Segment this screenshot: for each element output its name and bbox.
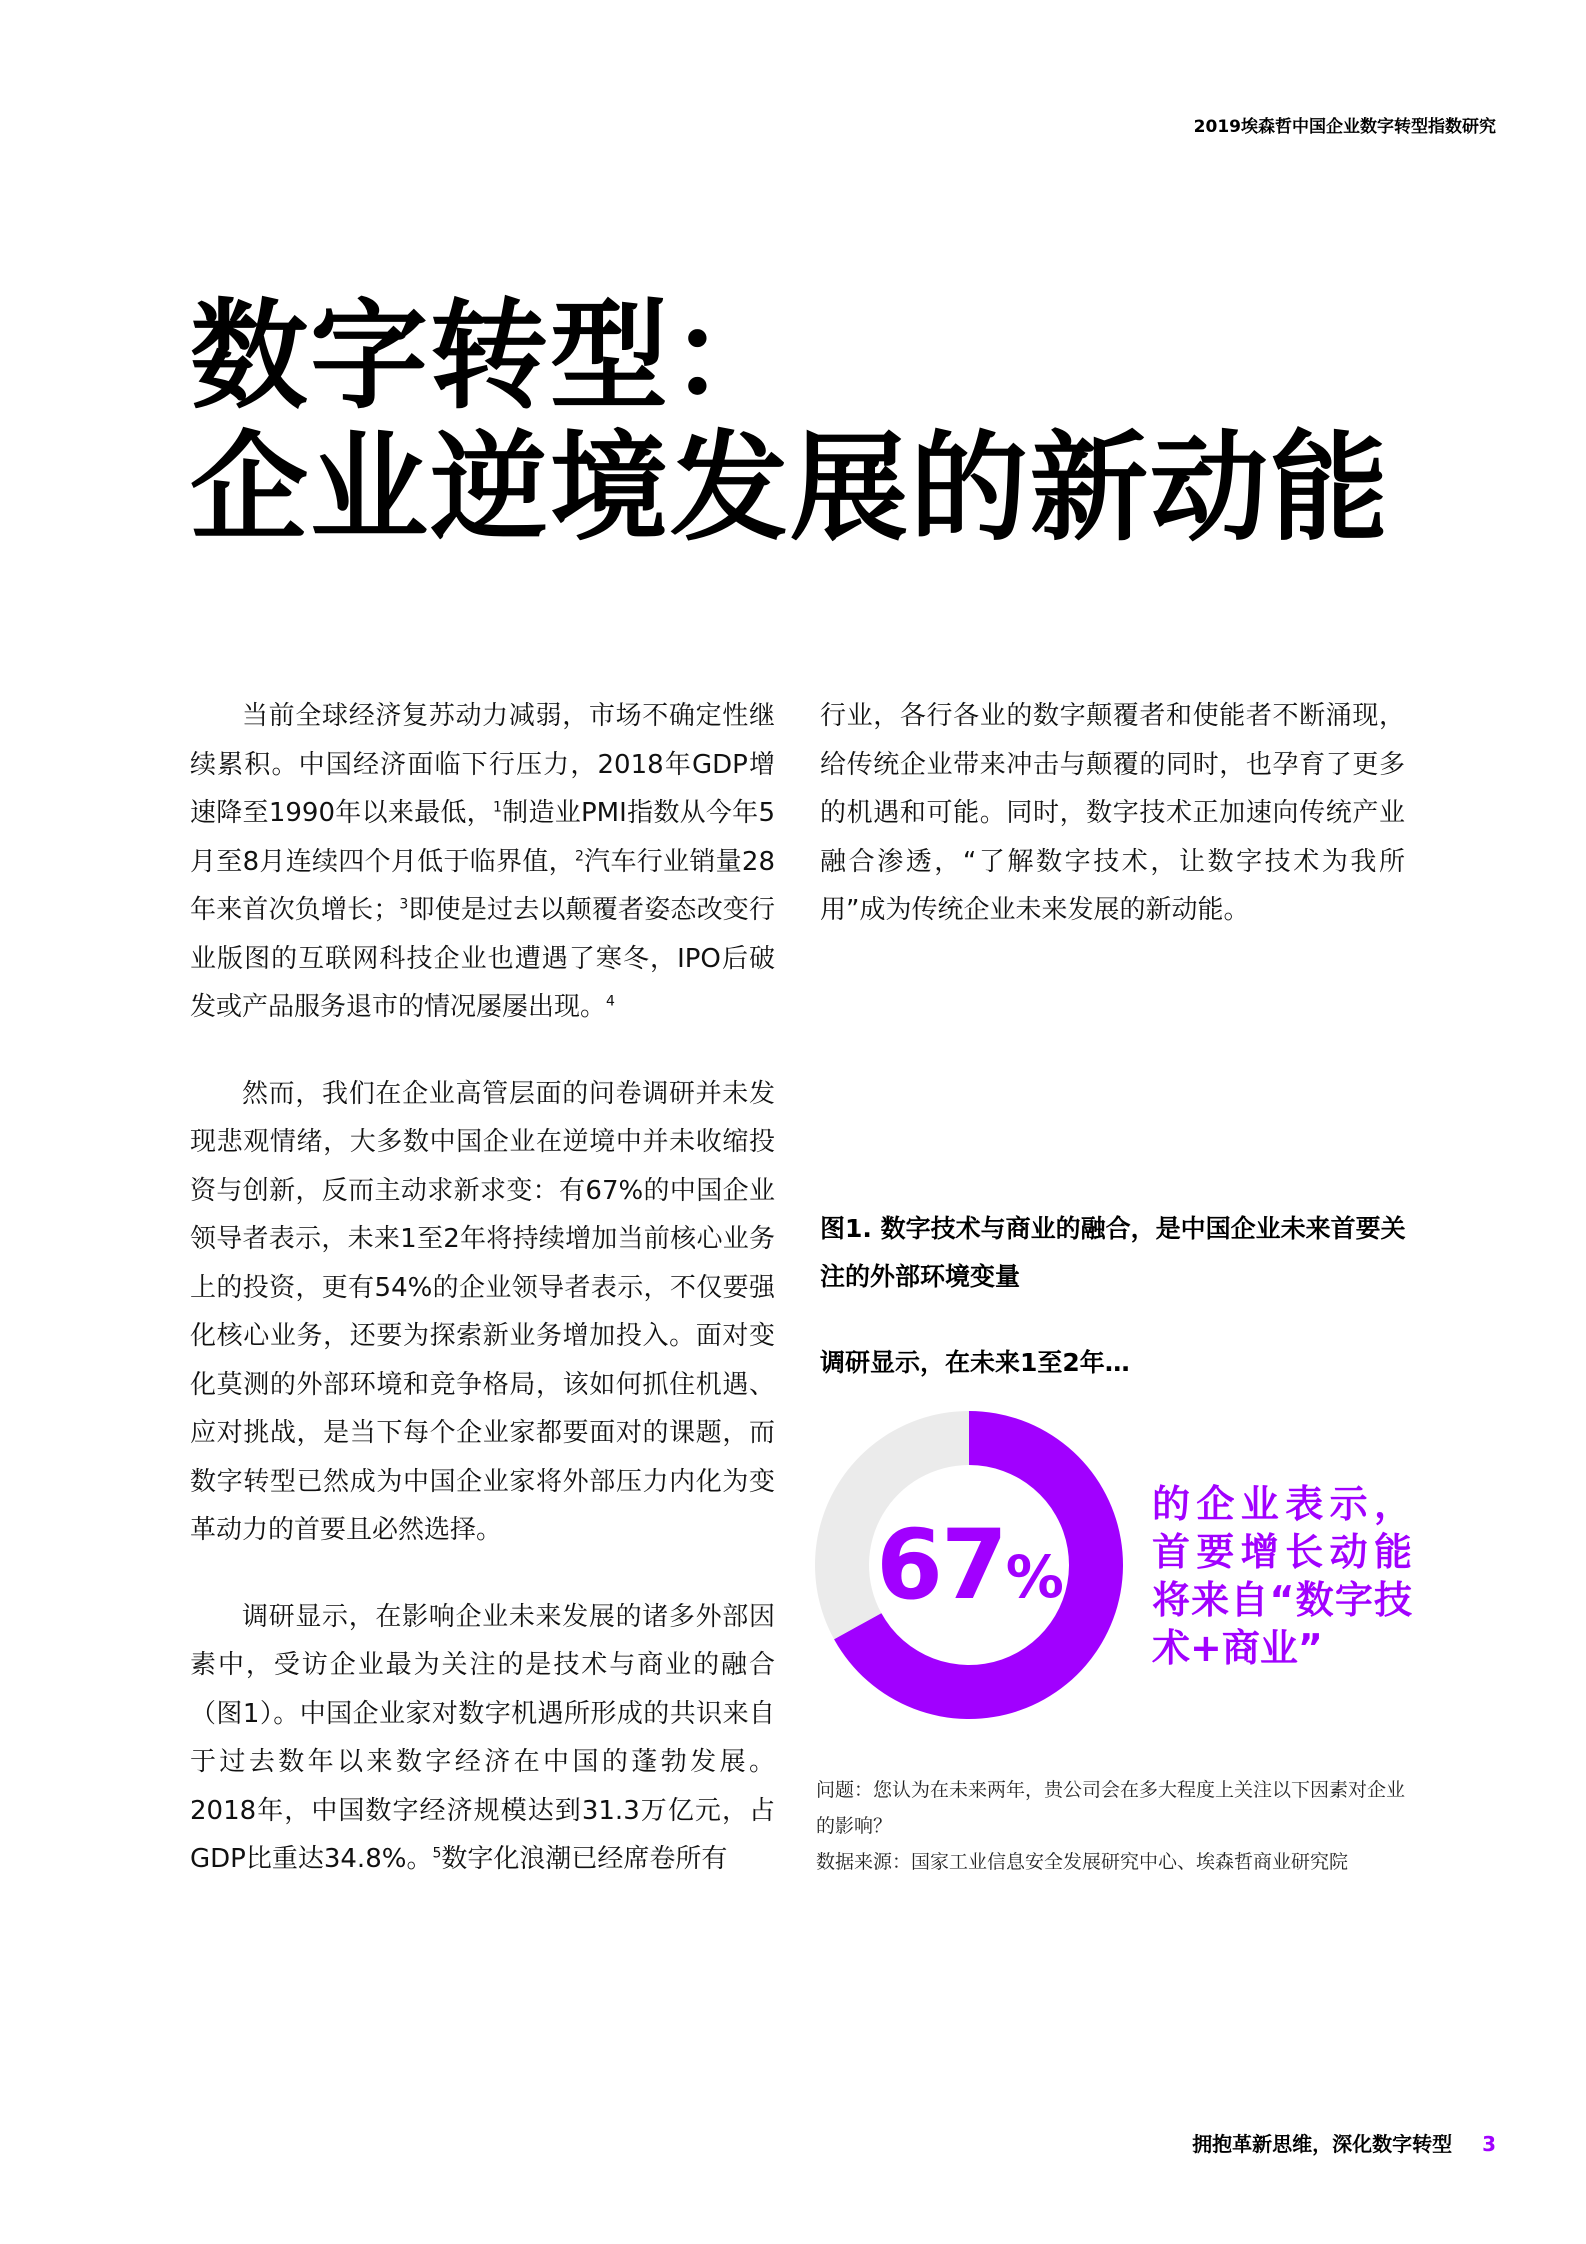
figure-notes xyxy=(816,1772,1416,1880)
title-line-2: 企业逆境发展的新动能 xyxy=(190,419,1391,557)
data-source: 数据来源：国家工业信息安全发展研究中心、埃森哲商业研究院 xyxy=(816,1851,1349,1873)
footer xyxy=(1192,2128,1496,2157)
survey-question: 问题：您认为在未来两年，贵公司会在多大程度上关注以下因素对企业的影响？ xyxy=(816,1779,1406,1837)
paragraph-3-continued: 行业，各行各业的数字颠覆者和使能者不断涌现，给传统企业带来冲击与颠覆的同时，也孕育了更多的机遇和可能。同时，数字技术正加速向传统产业融合渗透，“了解数字技术，让数字技术为我所用”成为传统企业未来发展的新动能。 xyxy=(820,701,1405,925)
text: 调研显示，在影响企业未来发展的诸多外部因素中，受访企业最为关注的是技术与商业的融合（图1）。中国企业家对数字机遇所形成的共识来自于过去数年以来数字经济在中国的蓬勃发展。2018年，中国数字经济规模达到31.3万亿元，占GDP比重达34.8%。 xyxy=(190,1601,775,1874)
figure-callout: 的企业表示，首要增长动能将来自“数字技术+商业” xyxy=(1152,1482,1412,1670)
paragraph-2: 然而，我们在企业高管层面的问卷调研并未发现悲观情绪，大多数中国企业在逆境中并未收缩投资与创新，反而主动求新求变：有67%的中国企业领导者表示，未来1至2年将持续增加当前核心业务上的投资，更有54%的企业领导者表示，不仅要强化核心业务，还要为探索新业务增加投入。面对变化莫测的外部环境和竞争格局，该如何抓住机遇、应对挑战，是当下每个企业家都要面对的课题，而数字转型已然成为中国企业家将外部压力内化为变革动力的首要且必然选择。 xyxy=(190,1078,775,1545)
donut-value xyxy=(815,1411,1123,1719)
title-line-1: 数字转型： xyxy=(190,287,791,425)
left-column xyxy=(190,692,775,1922)
paragraph-1 xyxy=(190,692,775,1032)
running-header: 2019埃森哲中国企业数字转型指数研究 xyxy=(1193,117,1496,137)
text: 制造业PMI指数从今年5月至8月连续四个月低于临界值， xyxy=(190,798,776,877)
footnote-ref[interactable]: 2 xyxy=(574,847,584,864)
text: 汽车行业销量28年来首次负增长； xyxy=(190,846,775,925)
text: 数字化浪潮已经席卷所有 xyxy=(441,1844,728,1874)
footnote-ref[interactable]: 1 xyxy=(492,799,502,816)
page-number: 3 xyxy=(1482,2132,1496,2156)
footer-text: 拥抱革新思维，深化数字转型 xyxy=(1192,2132,1453,2156)
value-unit: % xyxy=(1005,1543,1062,1611)
paragraph-3 xyxy=(190,1593,775,1884)
figure-subtitle: 调研显示，在未来1至2年… xyxy=(820,1348,1130,1377)
text: 即使是过去以颠覆者姿态改变行业版图的互联网科技企业也遭遇了寒冬，IPO后破发或产品服务退市的情况屡屡出现。 xyxy=(190,895,775,1022)
figure-title: 图1. 数字技术与商业的融合，是中国企业未来首要关注的外部环境变量 xyxy=(820,1214,1406,1291)
footnote-ref[interactable]: 5 xyxy=(432,1845,442,1862)
right-column xyxy=(820,692,1405,973)
page-title xyxy=(190,287,1391,557)
footnote-ref[interactable]: 4 xyxy=(606,993,615,1010)
footnote-ref[interactable]: 3 xyxy=(399,896,409,913)
text: 当前全球经济复苏动力减弱，市场不确定性继续累积。中国经济面临下行压力，2018年GDP增速降至1990年以来最低， xyxy=(190,701,775,828)
value-number: 67 xyxy=(876,1509,1006,1621)
